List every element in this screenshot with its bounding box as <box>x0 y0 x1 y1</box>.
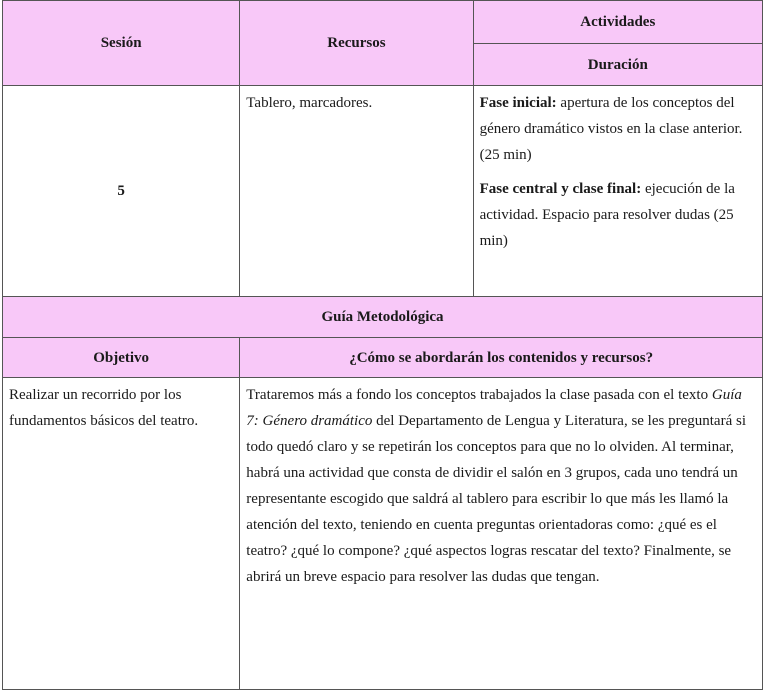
objetivo-header: Objetivo <box>3 338 240 378</box>
como-cell <box>240 378 763 690</box>
fase-inicial <box>480 90 756 168</box>
recursos-header: Recursos <box>240 1 473 86</box>
como-text-2: del Departamento de Lengua y Literatura, se les preguntará si todo quedó claro y se repetirán los conceptos para que no lo olviden. Al terminar, habrá una actividad que consta de dividir el salón en 3 grupos, cada uno tendrá un representante escogido que saldrá al tablero para escribir lo que más les llamó la atención del texto, teniendo en cuenta preguntas orientadoras como: ¿qué es el teatro? ¿qué lo compone? ¿qué aspectos logras rescatar del texto? Finalmente, se abrirá un breve espacio para resolver las dudas que tengan. <box>246 413 746 585</box>
duracion-header: Duración <box>473 44 762 86</box>
objetivo-cell: Realizar un recorrido por los fundamentos básicos del teatro. <box>3 378 240 690</box>
sesion-header: Sesión <box>3 1 240 86</box>
recursos-cell: Tablero, marcadores. <box>240 86 473 297</box>
fase-central-text: ejecución de la actividad. Espacio para resolver dudas (25 min) <box>479 181 735 249</box>
fase-inicial-label: Fase inicial: <box>479 95 557 111</box>
fase-central <box>480 176 756 254</box>
como-header: ¿Cómo se abordarán los contenidos y recursos? <box>240 338 763 378</box>
guia-metodologica-title: Guía Metodológica <box>3 297 763 338</box>
guia-7-title: Guía 7: Género dramático <box>246 387 742 429</box>
como-text-1: Trataremos más a fondo los conceptos trabajados la clase pasada con el texto <box>246 387 712 403</box>
fase-central-label: Fase central y clase final: <box>479 181 642 197</box>
actividades-header: Actividades <box>473 1 762 44</box>
fase-inicial-text: apertura de los conceptos del género dramático vistos en la clase anterior. (25 min) <box>479 95 743 163</box>
lesson-plan-table <box>2 0 763 690</box>
actividades-cell <box>473 86 762 297</box>
sesion-number: 5 <box>3 86 240 297</box>
